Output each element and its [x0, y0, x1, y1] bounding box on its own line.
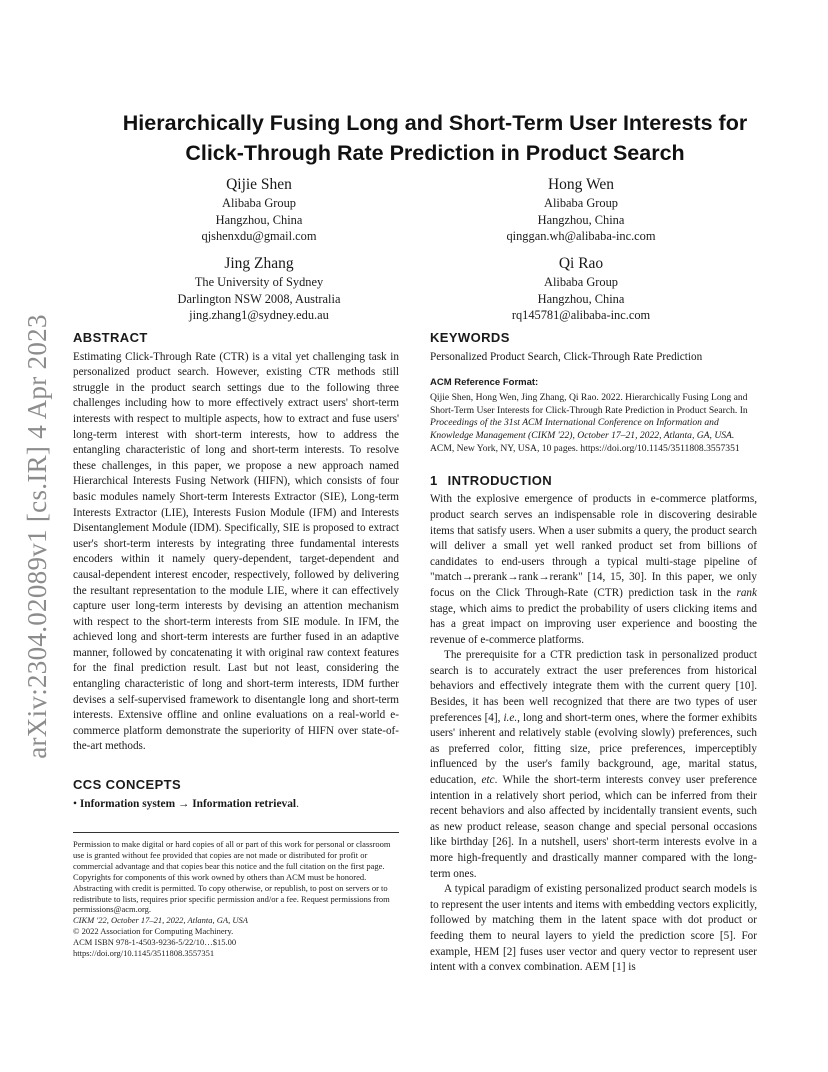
author-affiliation: Alibaba Group: [222, 196, 296, 210]
conference-line: CIKM '22, October 17–21, 2022, Atlanta, GA, USA: [73, 915, 248, 926]
intro-p2-text: The prerequisite for a CTR prediction task in personalized product search is to accurately extract the user preferences from historical behaviors and effectively integrate them with the current query [10]. Besides, it has been well recognized that there are two types of user preferences [4],: [430, 649, 757, 724]
author-block-2: [431, 175, 731, 245]
author-location: Hangzhou, China: [537, 212, 625, 227]
intro-p2-etc: etc: [481, 774, 495, 787]
author-email: rq145781@alibaba-inc.com: [511, 308, 651, 322]
author-block-3: [109, 254, 409, 324]
intro-paragraph-1: [430, 492, 757, 648]
permission-text: Permission to make digital or hard copies of all or part of this work for personal or classroom use is granted without fee provided that copies are not made or distributed for profit or commercial advantage and that copies bear this notice and the full citation on the first page. Copyrights for components of this work owned by others than ACM must be honored. Abstracting with credit is permitted. To copy otherwise, or republish, to post on servers or to redistribute to lists, requires prior specific permission and/or a fee. Request permissions from permissions@acm.org.: [73, 839, 391, 915]
author-name: Hong Wen: [547, 176, 615, 193]
left-column: [73, 330, 399, 812]
ccs-period: .: [296, 797, 299, 810]
keywords-heading: KEYWORDS: [430, 330, 510, 345]
acm-ref-text: Qijie Shen, Hong Wen, Jing Zhang, Qi Rao. 2022. Hierarchically Fusing Long and Short-Term User Interests for Click-Through Rate Prediction in Product Search. In: [430, 391, 748, 416]
acm-ref-proceedings: Proceedings of the 31st ACM International Conference on Information and Knowledge Management (CIKM '22), October 17–21, 2022, Atlanta, GA, USA.: [430, 417, 735, 442]
right-column: [430, 330, 757, 976]
author-email: qjshenxdu@gmail.com: [201, 229, 317, 243]
copyright-line: © 2022 Association for Computing Machinery.: [73, 926, 234, 937]
author-location: Hangzhou, China: [537, 291, 625, 306]
paper-title: [70, 108, 800, 168]
intro-p2-text-end: . While the short-term interests convey user preference intention in a relatively short period, which can be inferred from their recent behaviors and also affected by incidentally transient events, such as new product release, season change and special personal occasions like birthday [26]. In a nutshell, users' short-term interests evolve in a more high-frequently and drastically manner compared with the long-term ones.: [430, 774, 757, 880]
intro-p1-italic: rank: [736, 586, 757, 599]
doi-line: https://doi.org/10.1145/3511808.3557351: [73, 948, 215, 959]
intro-p2-ie: i.e.: [503, 711, 518, 724]
author-name: Qi Rao: [558, 255, 604, 272]
acm-ref-heading: ACM Reference Format:: [430, 377, 539, 389]
ccs-heading: CCS CONCEPTS: [73, 777, 182, 793]
ccs-bullet: •: [73, 797, 77, 810]
keywords-text: Personalized Product Search, Click-Through Rate Prediction: [430, 350, 703, 363]
author-affiliation: The University of Sydney: [194, 275, 324, 289]
isbn-line: ACM ISBN 978-1-4503-9236-5/22/10…$15.00: [73, 937, 237, 948]
intro-paragraph-3: A typical paradigm of existing personalized product search models is to represent the user intents and items with embedding vectors explicitly, followed by matching them in the latent space with dot product or feeding them to neural layers to yield the prediction score [5]. For example, HEM [2] fuses user vector and query vector to represent user intent with a convex combination. AEM [1] is: [430, 883, 757, 974]
arxiv-id-text: arXiv:2304.02089v1 [cs.IR] 4 Apr 2023: [21, 313, 52, 759]
ccs-arrow: →: [175, 797, 193, 810]
author-affiliation: Alibaba Group: [544, 275, 618, 289]
title-line-2: Click-Through Rate Prediction in Product Search: [185, 141, 685, 165]
author-affiliation: Alibaba Group: [544, 196, 618, 210]
copyright-footnote: [73, 839, 399, 959]
intro-heading: [430, 473, 757, 489]
author-name: Jing Zhang: [224, 255, 294, 272]
footnote-rule: [73, 832, 399, 833]
intro-paragraph-2: [430, 648, 757, 882]
ccs-term-1: Information system: [79, 797, 176, 810]
abstract-text: Estimating Click-Through Rate (CTR) is a vital yet challenging task in personalized product search. However, existing CTR methods still struggle in the product search settings due to the following three challenges including how to more effectively extract users' short-term interests with respect to multiple aspects, how to extract and fuse users' long-term interest with short-term interests, how to address the entangling characteristic of long and short-term interests. To resolve these challenges, in this paper, we propose a new approach named Hierarchical Interests Fusing Network (HIFN), which consists of four basic modules namely Short-term Interests Extractor (SIE), Long-term Interests Extractor (LIE), Interests Fusion Module (IFM) and Interests Disentanglement Module (IDM). Specifically, SIE is proposed to extract user's short-term interests by integrating three fundamental interests encoders within it namely query-dependent, target-dependent and causal-dependent interest encoder, respectively, followed by delivering the resultant representation to the module LIE, where it can effectively capture user long-term interests by devising an attention mechanism with respect to the short-term interests from SIE module. In IFM, the achieved long and short-term interests are further fused in an adaptive manner, followed by concatenating it with original raw context features for the final prediction result. Last but not least, considering the entangling characteristic of long and short-term interests, IDM further devises a self-supervised framework to disentangle long and short-term interests. Extensive offline and online evaluations on a real-world e-commerce platform demonstrate the superiority of HIFN over state-of-the-art methods.: [73, 350, 399, 753]
title-line-1: Hierarchically Fusing Long and Short-Term User Interests for: [122, 111, 748, 135]
author-name: Qijie Shen: [226, 176, 292, 193]
section-number: 1: [430, 472, 438, 488]
acm-reference: [430, 392, 757, 456]
author-block-1: [109, 175, 409, 245]
intro-p2-text-mid: , long and short-term ones, where the former exhibits users' inherent and relatively stable (evolving slowly) preferences, such as preferred color, fitting size, price preferences, imperceptibly influenced by the user's family background, age, marital status, education,: [430, 711, 757, 787]
author-location: Darlington NSW 2008, Australia: [177, 291, 341, 306]
intro-p1-text-end: stage, which aims to predict the probability of users clicking items and has a great impact on improving user experience and boosting the revenue of e-commerce platforms.: [430, 602, 757, 646]
arxiv-identifier: [22, 0, 52, 1072]
author-email: qinggan.wh@alibaba-inc.com: [506, 229, 656, 243]
ccs-term-2: Information retrieval: [192, 797, 297, 810]
author-block-4: [431, 254, 731, 324]
acm-ref-publisher: ACM, New York, NY, USA, 10 pages. https://doi.org/10.1145/3511808.3557351: [430, 442, 740, 454]
abstract-heading: ABSTRACT: [73, 330, 148, 345]
author-location: Hangzhou, China: [215, 212, 303, 227]
ccs-concept-item: [73, 797, 399, 813]
section-title: INTRODUCTION: [447, 472, 553, 488]
author-email: jing.zhang1@sydney.edu.au: [189, 308, 329, 322]
intro-p1-text: With the explosive emergence of products in e-commerce platforms, product search serves an indispensable role in discovering desirable items that satisfy users. When a user submits a query, the product search will deliver a small yet well ranked product set from billions of candidates to end-users through a typical multi-stage pipeline of "match→prerank→rank→rerank" [14, 15, 30]. In this paper, we only focus on the Click Through-Rate (CTR) prediction task in the: [430, 493, 757, 599]
